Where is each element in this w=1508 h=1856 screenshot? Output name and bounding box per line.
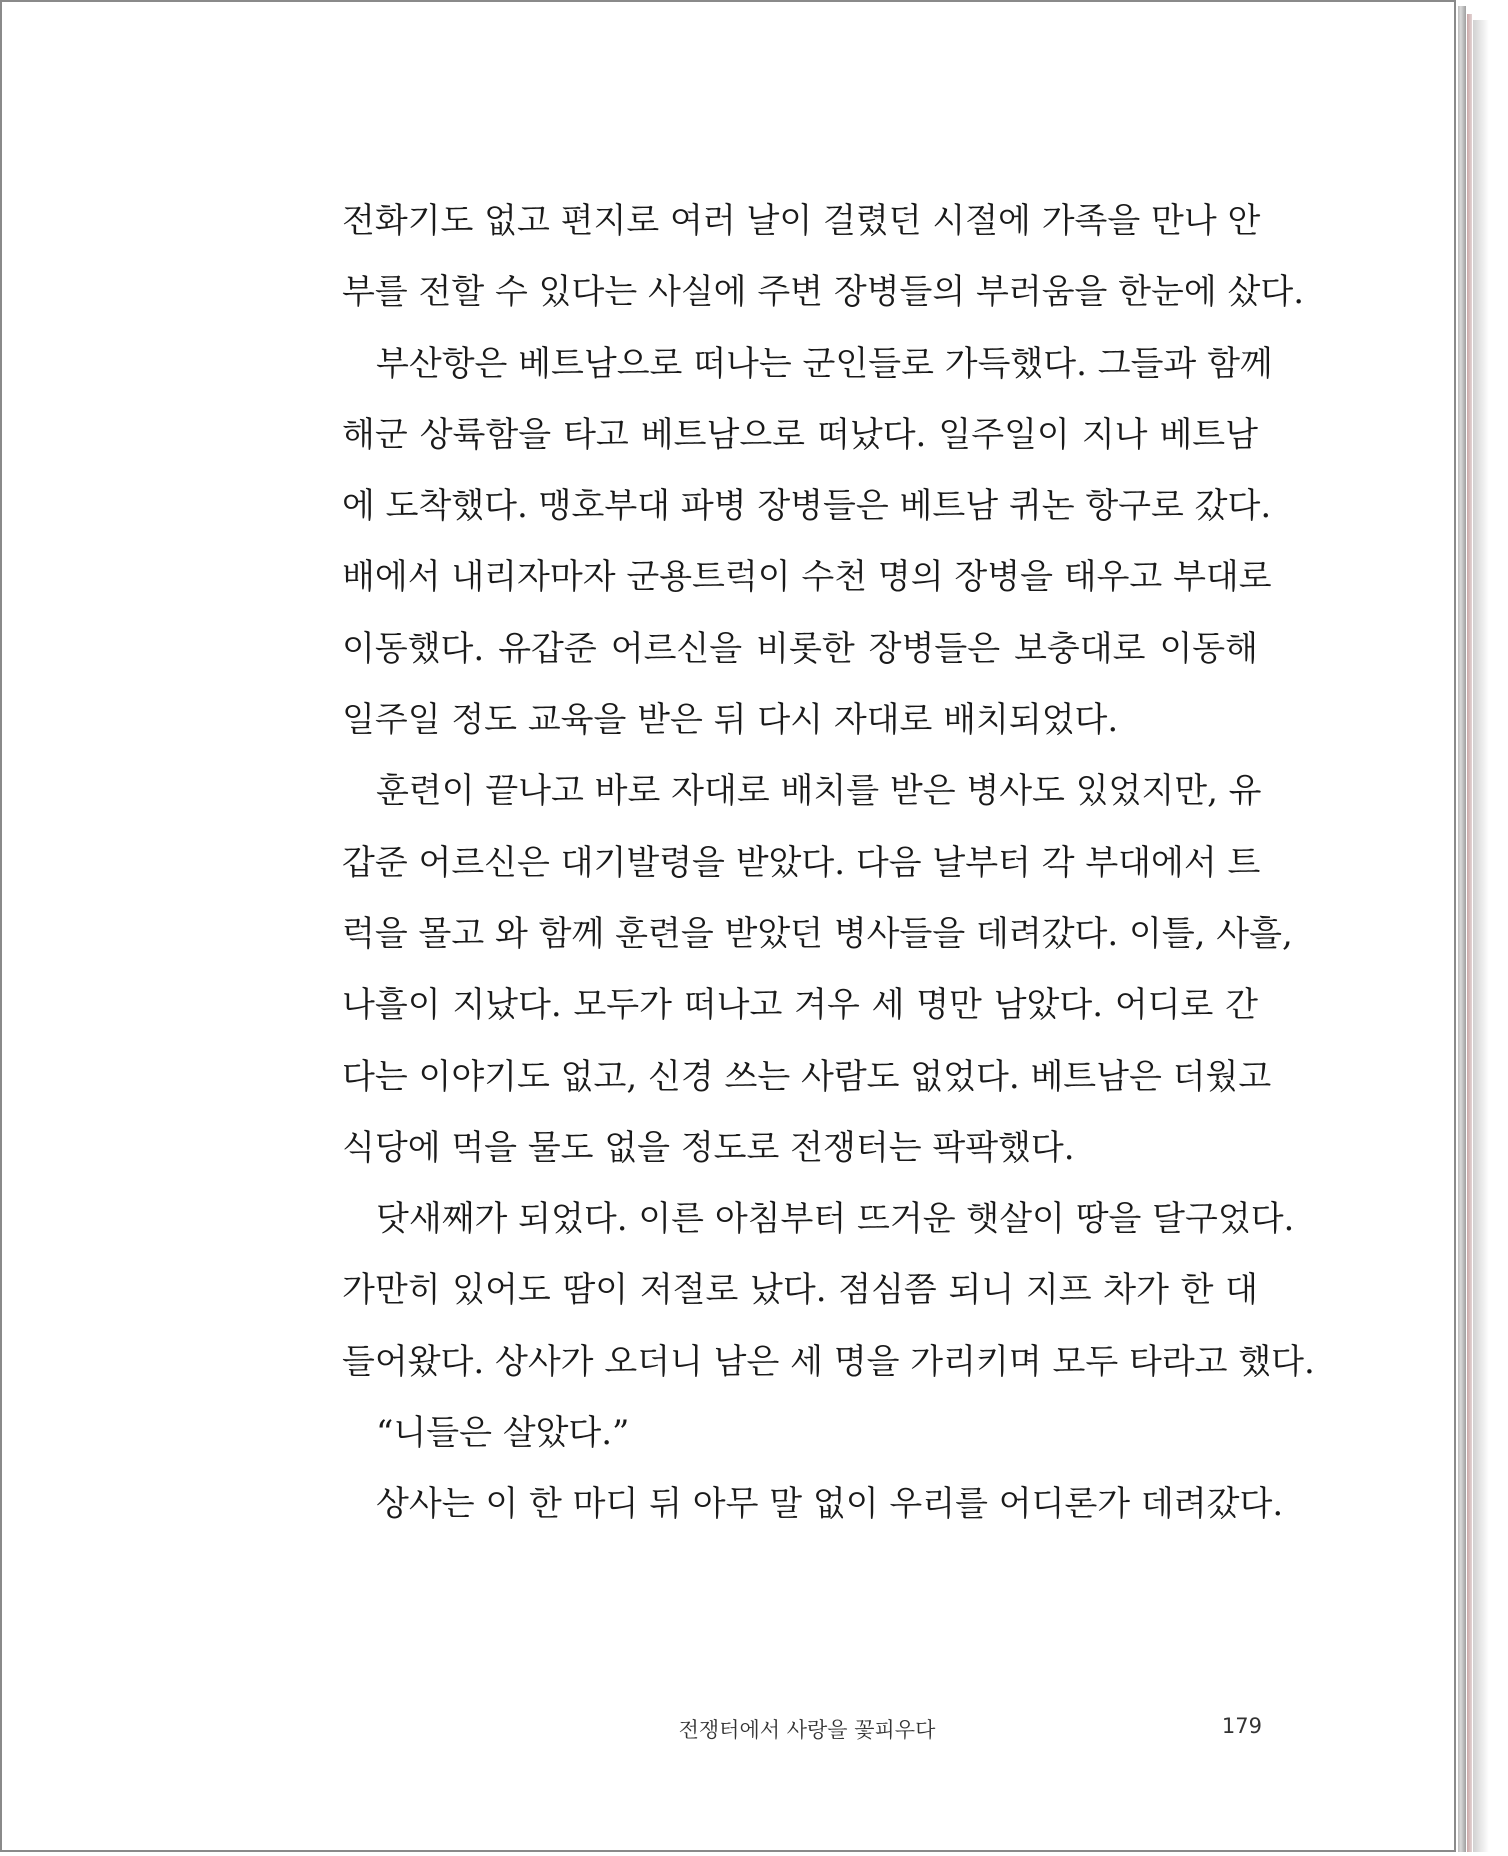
text-line: 식당에 먹을 물도 없을 정도로 전쟁터는 팍팍했다.	[342, 1127, 1075, 1168]
text-line: 해군 상륙함을 타고 베트남으로 떠났다. 일주일이 지나 베트남	[342, 414, 1258, 455]
text-line: 에 도착했다. 맹호부대 파병 장병들은 베트남 퀴논 항구로 갔다.	[342, 486, 1272, 527]
running-footer-title: 전쟁터에서 사랑을 꽃피우다	[678, 1718, 936, 1742]
text-line: 이동했다. 유갑준 어르신을 비롯한 장병들은 보충대로 이동해	[342, 628, 1258, 669]
text-line: 갑준 어르신은 대기발령을 받았다. 다음 날부터 각 부대에서 트	[342, 842, 1261, 883]
text-line: 럭을 몰고 와 함께 훈련을 받았던 병사들을 데려갔다. 이틀, 사흘,	[342, 913, 1293, 954]
text-line: 훈련이 끝나고 바로 자대로 배치를 받은 병사도 있었지만, 유	[376, 771, 1262, 812]
text-line: 닷새째가 되었다. 이른 아침부터 뜨거운 햇살이 땅을 달구었다.	[376, 1199, 1295, 1240]
page-number: 179	[1221, 1714, 1262, 1738]
text-line: 들어왔다. 상사가 오더니 남은 세 명을 가리키며 모두 타라고 했다.	[342, 1341, 1315, 1382]
text-line: 일주일 정도 교육을 받은 뒤 다시 자대로 배치되었다.	[342, 700, 1119, 741]
text-line: 상사는 이 한 마디 뒤 아무 말 없이 우리를 어디론가 데려갔다.	[376, 1484, 1284, 1525]
text-line: 나흘이 지났다. 모두가 떠나고 겨우 세 명만 남았다. 어디로 간	[342, 985, 1258, 1026]
text-line: 전화기도 없고 편지로 여러 날이 걸렸던 시절에 가족을 만나 안	[342, 201, 1261, 241]
text-line: 가만히 있어도 땀이 저절로 났다. 점심쯤 되니 지프 차가 한 대	[342, 1270, 1258, 1311]
text-line: 부를 전할 수 있다는 사실에 주변 장병들의 부러움을 한눈에 샀다.	[342, 272, 1305, 313]
text-line: 배에서 내리자마자 군용트럭이 수천 명의 장병을 태우고 부대로	[342, 557, 1272, 598]
text-line: 다는 이야기도 없고, 신경 쓰는 사람도 없었다. 베트남은 더웠고	[342, 1056, 1272, 1097]
page-body-text	[342, 186, 1315, 1541]
page-stack-edge-inner	[1467, 14, 1472, 1852]
page-shadow	[1473, 20, 1489, 1852]
text-line: “니들은 살았다.”	[376, 1413, 630, 1454]
text-line: 부산항은 베트남으로 떠나는 군인들로 가득했다. 그들과 함께	[376, 343, 1273, 384]
page-stack-edge	[1458, 6, 1466, 1852]
